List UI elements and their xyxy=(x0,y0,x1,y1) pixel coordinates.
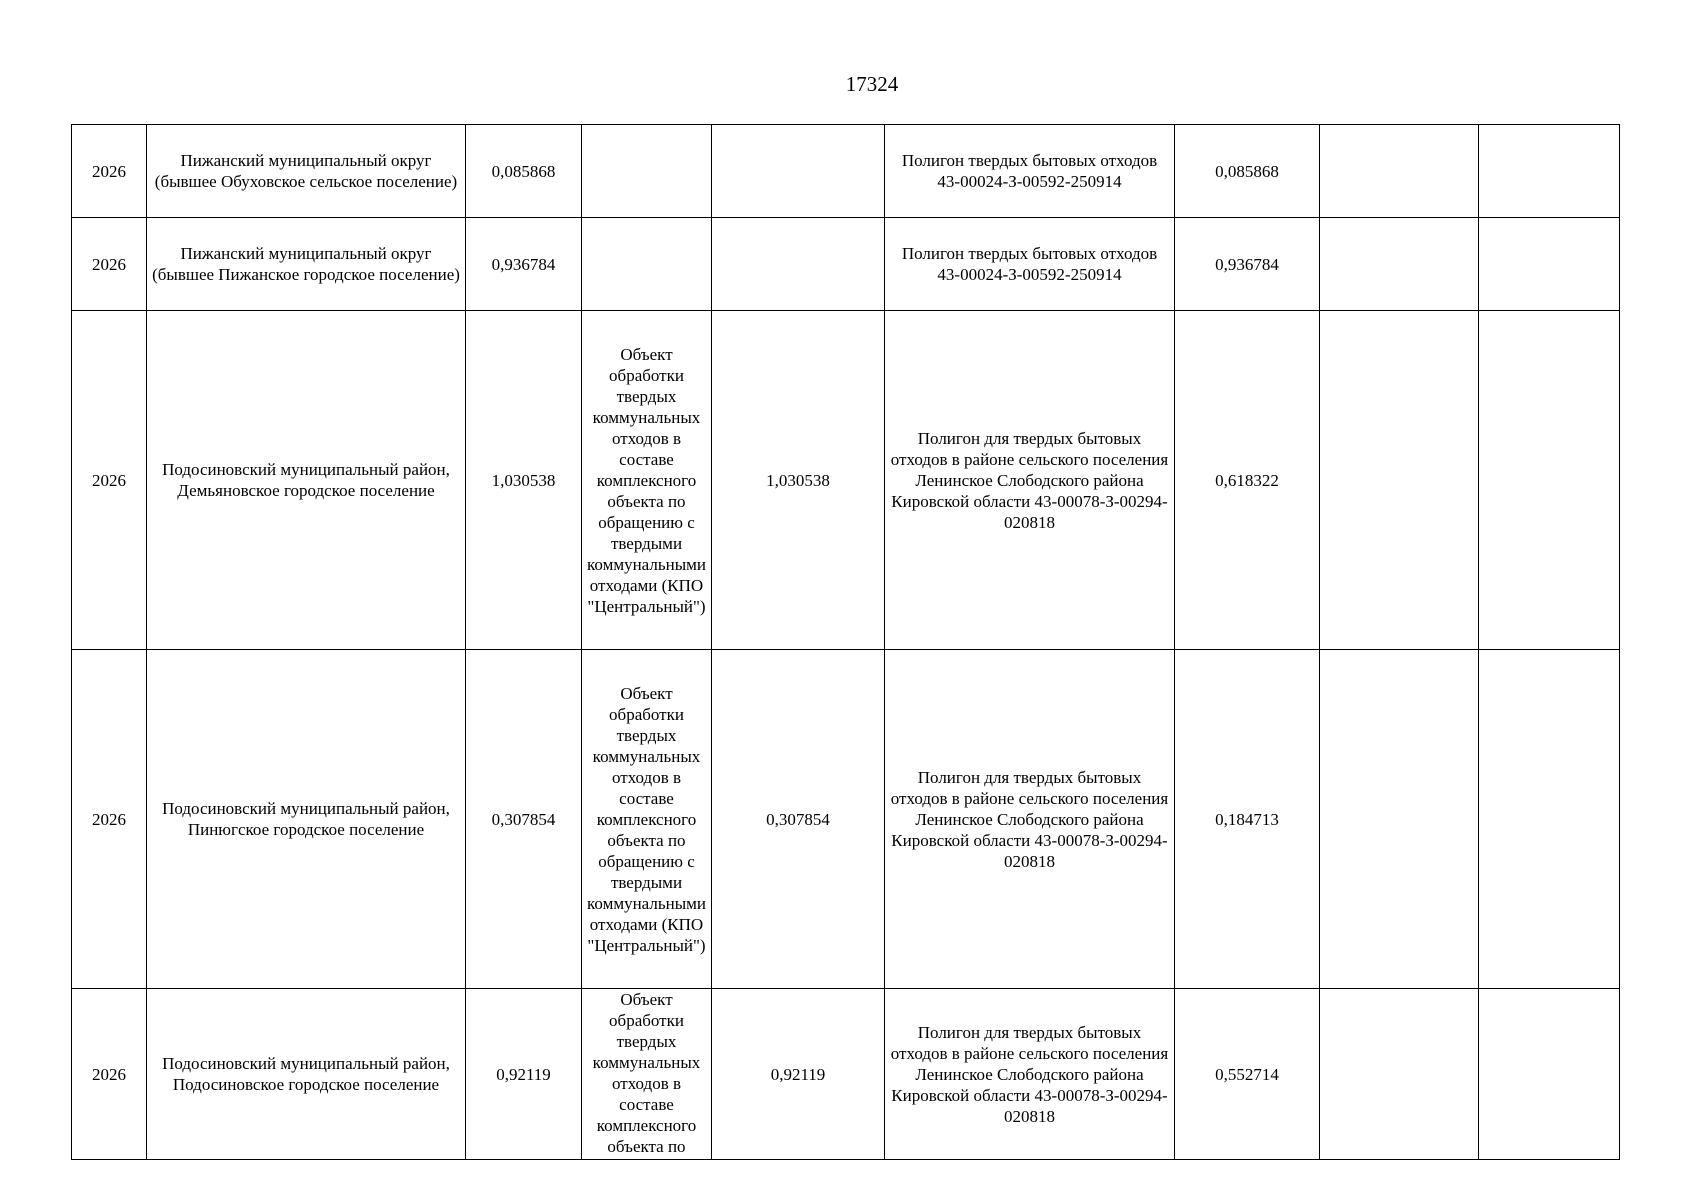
table-row xyxy=(72,650,1620,989)
year-cell: 2026 xyxy=(72,650,147,989)
extra-cell xyxy=(1320,125,1479,218)
processing-facility-cell xyxy=(582,218,712,311)
processing-volume-cell: 0,307854 xyxy=(712,650,885,989)
landfill-cell: Полигон для твердых бытовых отходов в районе сельского поселения Ленинское Слободского района Кировской области 43-00078-З-00294-020818 xyxy=(885,311,1175,650)
volume-cell: 0,085868 xyxy=(466,125,582,218)
table-row xyxy=(72,311,1620,650)
year-cell: 2026 xyxy=(72,311,147,650)
extra-cell xyxy=(1320,650,1479,989)
municipality-cell: Подосиновский муниципальный район, Пинюгское городское поселение xyxy=(147,650,466,989)
landfill-volume-cell: 0,552714 xyxy=(1175,989,1320,1160)
extra-cell xyxy=(1479,125,1620,218)
extra-cell xyxy=(1479,650,1620,989)
extra-cell xyxy=(1320,311,1479,650)
municipality-cell: Пижанский муниципальный округ (бывшее Обуховское сельское поселение) xyxy=(147,125,466,218)
landfill-volume-cell: 0,085868 xyxy=(1175,125,1320,218)
volume-cell: 1,030538 xyxy=(466,311,582,650)
landfill-cell: Полигон для твердых бытовых отходов в районе сельского поселения Ленинское Слободского района Кировской области 43-00078-З-00294-020818 xyxy=(885,989,1175,1160)
landfill-volume-cell: 0,184713 xyxy=(1175,650,1320,989)
processing-facility-text: Объект обработки твердых коммунальных отходов в составе комплексного объекта по xyxy=(592,990,701,1156)
processing-volume-cell xyxy=(712,125,885,218)
landfill-cell: Полигон твердых бытовых отходов 43-00024-З-00592-250914 xyxy=(885,218,1175,311)
processing-facility-cell: Объект обработки твердых коммунальных отходов в составе комплексного объекта по обращению с твердыми коммунальными отходами (КПО "Центральный") xyxy=(582,311,712,650)
processing-volume-cell xyxy=(712,218,885,311)
processing-facility-cell xyxy=(582,125,712,218)
page-number: 17324 xyxy=(845,72,899,96)
waste-flow-table xyxy=(71,124,1620,1160)
table-row xyxy=(72,125,1620,218)
municipality-cell: Подосиновский муниципальный район, Демьяновское городское поселение xyxy=(147,311,466,650)
year-cell: 2026 xyxy=(72,218,147,311)
landfill-volume-cell: 0,936784 xyxy=(1175,218,1320,311)
landfill-cell: Полигон для твердых бытовых отходов в районе сельского поселения Ленинское Слободского района Кировской области 43-00078-З-00294-020818 xyxy=(885,650,1175,989)
municipality-cell: Пижанский муниципальный округ (бывшее Пижанское городское поселение) xyxy=(147,218,466,311)
extra-cell xyxy=(1479,311,1620,650)
volume-cell: 0,307854 xyxy=(466,650,582,989)
extra-cell xyxy=(1320,218,1479,311)
year-cell: 2026 xyxy=(72,989,147,1160)
volume-cell: 0,936784 xyxy=(466,218,582,311)
table-row xyxy=(72,989,1620,1160)
extra-cell xyxy=(1479,989,1620,1160)
landfill-volume-cell: 0,618322 xyxy=(1175,311,1320,650)
landfill-cell: Полигон твердых бытовых отходов 43-00024-З-00592-250914 xyxy=(885,125,1175,218)
processing-volume-cell: 1,030538 xyxy=(712,311,885,650)
municipality-cell: Подосиновский муниципальный район, Подосиновское городское поселение xyxy=(147,989,466,1160)
extra-cell xyxy=(1320,989,1479,1160)
processing-volume-cell: 0,92119 xyxy=(712,989,885,1160)
year-cell: 2026 xyxy=(72,125,147,218)
extra-cell xyxy=(1479,218,1620,311)
processing-facility-cell: Объект обработки твердых коммунальных отходов в составе комплексного объекта по обращению с твердыми коммунальными отходами (КПО "Центральный") xyxy=(582,650,712,989)
volume-cell: 0,92119 xyxy=(466,989,582,1160)
processing-facility-cell xyxy=(582,989,712,1160)
table-row xyxy=(72,218,1620,311)
